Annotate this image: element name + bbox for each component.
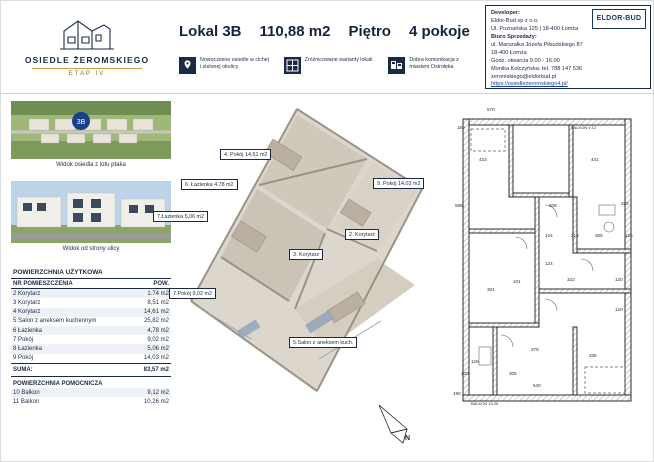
room-label-6: 6. Łazienka 4.78 m2	[181, 179, 238, 190]
room-area: 25,82 m2	[143, 318, 169, 325]
table-row	[11, 298, 171, 307]
area-table-title: POWIERZCHNIA UŻYTKOWA	[11, 267, 171, 279]
room-label-5: 5.Salon z aneksem kuch.	[289, 337, 357, 348]
street-photo-caption: Widok od strony ulicy	[62, 246, 120, 252]
dimension-label: 596	[455, 203, 463, 208]
dimension-label: 305	[595, 233, 603, 238]
area-table	[11, 267, 171, 407]
dimension-label: 124	[545, 233, 553, 238]
dimension-label: 313	[571, 233, 579, 238]
sum-label: SUMA:	[11, 363, 131, 376]
unit-rooms: 4 pokoje	[408, 23, 470, 40]
aux-title-row	[11, 376, 171, 388]
balcony-tag: BALKON 10.26	[471, 401, 499, 406]
room-name: 4 Korytarz	[11, 308, 131, 317]
dimension-label: 190	[453, 391, 461, 396]
room-label-9: 9. Pokój 14,03 m2	[373, 178, 424, 189]
dimension-label: 120	[615, 277, 623, 282]
aerial-photo-caption: Widok osiedla z lotu ptaka	[56, 162, 126, 168]
room-label-2: 2. Korytarz	[345, 229, 379, 240]
table-row	[11, 335, 171, 344]
dimension-label: 378	[531, 347, 539, 352]
room-area: 1.74 m2	[131, 289, 171, 299]
room-name: 8 Łazienka	[11, 344, 131, 353]
dimension-label: 160	[457, 125, 465, 130]
dimension-label: 325	[621, 201, 629, 206]
table-row	[11, 397, 171, 406]
room-area: 5,06 m2	[131, 344, 171, 353]
sales-address-1: ul. Marszałka Józefa Piłsudskiego 87	[491, 41, 583, 48]
contact-person: Monika Kolczyńska: tel. 788 147 536	[491, 65, 583, 72]
house-outline-icon	[58, 17, 116, 51]
developer-logo-text: ELDOR-BUD	[596, 15, 642, 23]
opening-hours: Godz. otwarcia 9.00 - 16.00	[491, 57, 560, 64]
room-name: 10 Balkon	[11, 388, 131, 397]
developer-box	[485, 5, 651, 89]
compass-rose-icon	[373, 399, 417, 449]
room-area: 10,26 m2	[143, 399, 169, 406]
room-area: 4,78 m2	[131, 326, 171, 335]
logo-name: OSIEDLE ŻEROMSKIEGO	[24, 55, 150, 65]
aux-table-title: POWIERZCHNIA POMOCNICZA	[13, 380, 103, 387]
header-divider	[1, 93, 654, 94]
column-header-room: NR POMIESZCZENIA	[11, 279, 131, 289]
compass-north-label: N	[405, 435, 411, 442]
room-name: 9 Pokój	[13, 355, 34, 362]
logo-stage: ETAP IV	[68, 71, 106, 77]
dimension-label: 304	[487, 287, 495, 292]
room-label-8: 7.Łazienka 5,06 m2	[153, 211, 208, 222]
feature-text: Nowoczesne osiedle w cichej i zielonej okolicy	[200, 57, 269, 71]
table-row	[11, 289, 171, 299]
unit-code: Lokal 3B	[179, 23, 242, 40]
dimension-label: 322	[567, 277, 575, 282]
room-name: 5 Salon z aneksem kuchennym	[13, 318, 97, 325]
room-name: 2 Korytarz	[11, 289, 131, 299]
room-area: 9,02 m2	[147, 336, 169, 343]
dimension-label: 336	[589, 353, 597, 358]
table-row	[11, 317, 171, 326]
feature-list	[179, 57, 479, 74]
feature-text: Zróżnicowane warianty lokali	[304, 57, 373, 63]
table-row	[11, 344, 171, 353]
feature-item	[179, 57, 270, 74]
dimension-label: 441	[591, 157, 599, 162]
room-name: 3 Korytarz	[13, 299, 41, 306]
sales-address-2: 18-400 Łomża	[491, 49, 527, 56]
street-photo	[11, 181, 171, 243]
aerial-photo	[11, 101, 171, 159]
column-header-area: POW.	[131, 279, 171, 289]
developer-label: Developer:	[491, 10, 520, 16]
room-area: 14,61 m2	[131, 308, 171, 317]
dimension-label: 305	[509, 371, 517, 376]
room-name: 6 Łazienka	[11, 326, 131, 335]
room-area: 8,51 m2	[147, 299, 169, 306]
room-area: 9,12 m2	[131, 388, 171, 397]
header	[1, 1, 654, 93]
dimension-label: 126	[625, 233, 633, 238]
dimension-label: 540	[533, 383, 541, 388]
dimension-label: 120	[615, 307, 623, 312]
table-row	[11, 326, 171, 335]
table-row	[11, 308, 171, 317]
room-label-7: 7.Pokój 9.02 m2	[169, 288, 216, 299]
table-row	[11, 388, 171, 397]
developer-name: Eldor-Bud sp z o.o.	[491, 17, 539, 24]
developer-logo	[592, 9, 646, 29]
dimension-label: 124	[545, 261, 553, 266]
contact-email[interactable]: zeromskiego@eldorbud.pl	[491, 73, 557, 80]
unit-area: 110,88 m2	[259, 23, 331, 40]
sales-label: Biuro Sprzedaży:	[491, 33, 537, 40]
2d-floorplan	[449, 109, 645, 421]
svg-text:3B: 3B	[76, 119, 86, 126]
logo-divider	[32, 68, 142, 69]
balcony-tag: BALKON 9.12	[571, 125, 597, 130]
developer-address: Ul. Poznańska 125 | 18-400 Łomża	[491, 25, 579, 32]
dimension-label: 570	[487, 107, 495, 112]
feature-item	[388, 57, 479, 74]
dimension-label: 200	[461, 371, 469, 376]
transport-icon	[388, 57, 405, 74]
room-label-3: 3. Korytarz	[289, 249, 323, 260]
dimension-label: 423	[479, 157, 487, 162]
website-link[interactable]: https://osiedlezeromskiego4.pl/	[491, 81, 568, 88]
room-label-4: 4. Pokój 14,61 m2	[220, 149, 271, 160]
dimension-label: 606	[549, 203, 557, 208]
floorplan-icon	[284, 57, 301, 74]
feature-item	[284, 57, 375, 74]
table-row	[11, 354, 171, 364]
table-sum-row	[11, 363, 171, 376]
unit-floor: Piętro	[348, 23, 391, 40]
room-area: 14,03 m2	[143, 355, 169, 362]
dimension-label: 101	[513, 279, 521, 284]
unit-title	[179, 23, 469, 40]
logo	[11, 7, 163, 87]
compass	[373, 399, 417, 449]
feature-text: Dobra komunikacja z miastem Ostrołęka	[409, 57, 459, 71]
room-name: 7 Pokój	[13, 336, 34, 343]
dimension-label: 126	[471, 359, 479, 364]
location-pin-icon	[179, 57, 196, 74]
sum-value: 83,57 m2	[131, 363, 171, 376]
room-name: 11 Balkon	[13, 399, 40, 406]
